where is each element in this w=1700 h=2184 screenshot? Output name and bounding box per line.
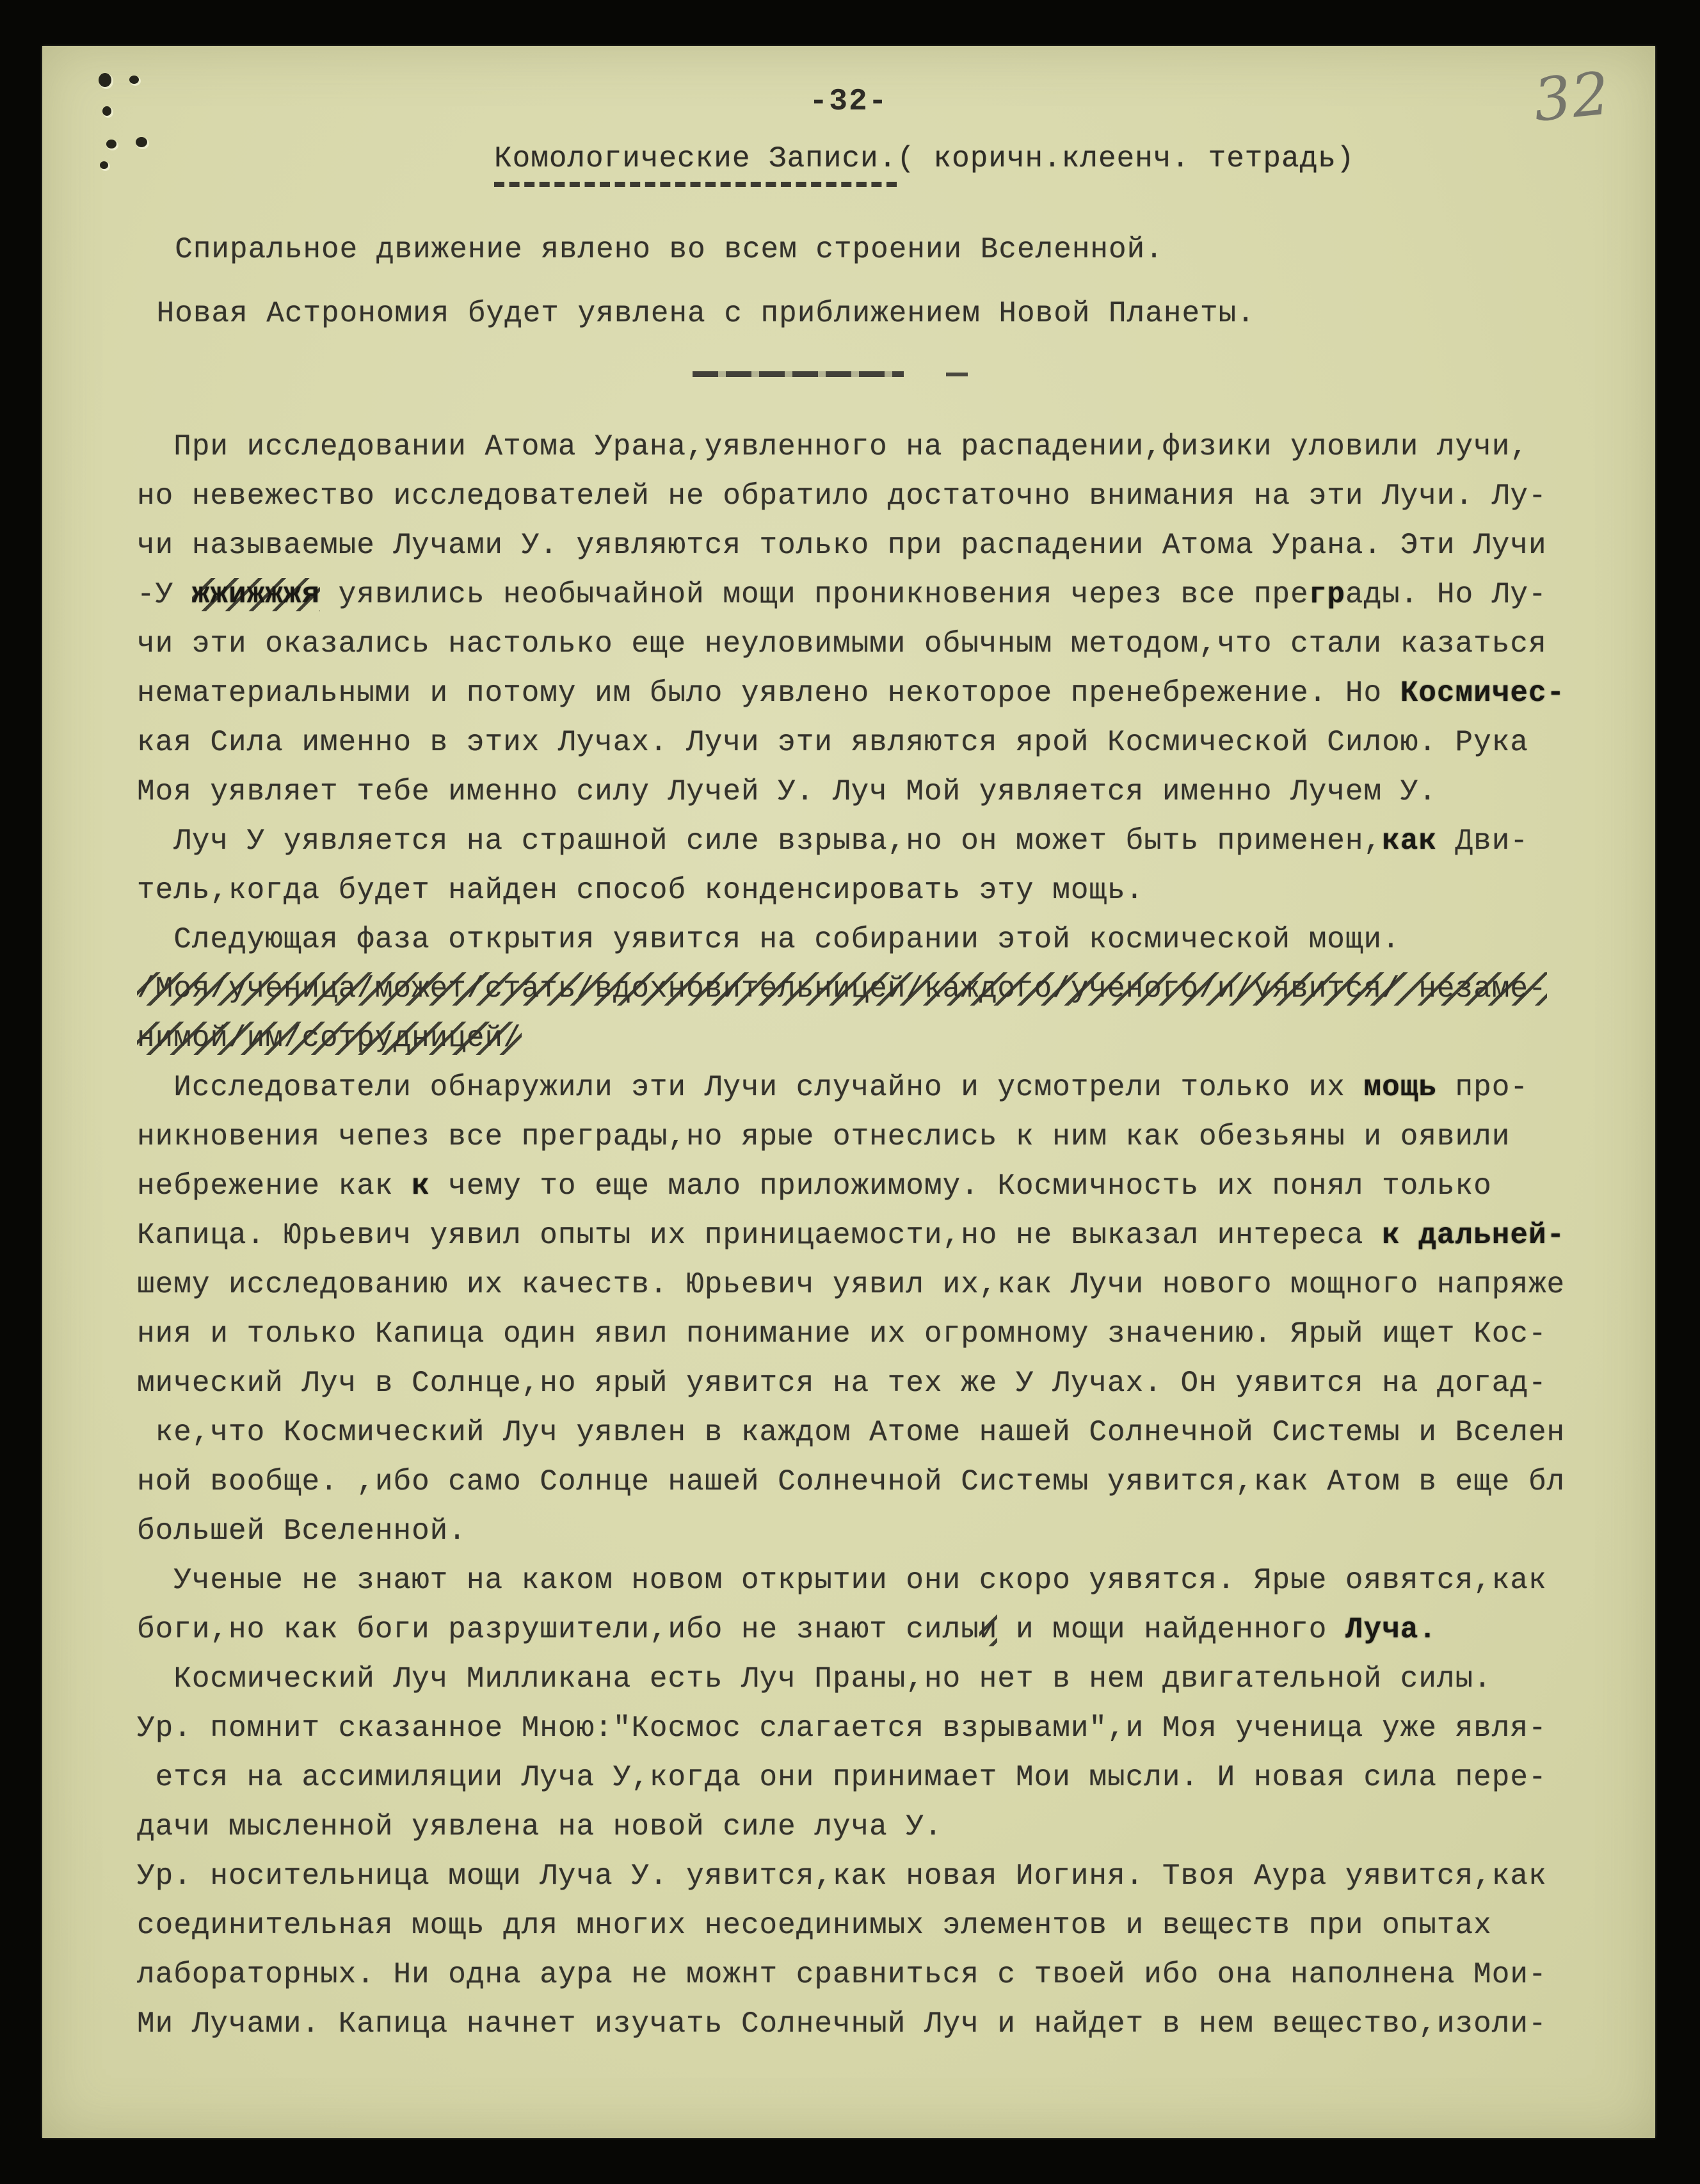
ink-mark <box>106 140 116 149</box>
typed-text: Капица. Юрьевич уявил опыты их приницаемости,но не выказал интереса <box>137 1219 1383 1252</box>
typed-text: Космичес- <box>1400 677 1566 710</box>
typed-text: Дви- <box>1436 824 1528 858</box>
typed-text: к дальней- <box>1382 1219 1566 1252</box>
text-line <box>137 915 1565 965</box>
text-line <box>137 422 1565 472</box>
text-line <box>137 1605 1565 1655</box>
typed-text: тель,когда будет найден способ конденсировать эту мощь. <box>137 874 1144 907</box>
typed-text: боги,но как боги разрушители,ибо не знают силы <box>137 1613 979 1646</box>
typed-text: -У <box>137 578 192 611</box>
typed-text: и мощи найденного <box>997 1613 1345 1646</box>
typed-text: чи эти оказались настолько еще неуловимыми обычным методом,что стали казаться <box>137 627 1547 661</box>
typed-text: мический Луч в Солнце,но ярый уявится на тех же У Лучах. Он уявится на догад- <box>137 1367 1547 1400</box>
text-line <box>137 1408 1565 1457</box>
struck-out-text: и <box>979 1613 998 1646</box>
text-line <box>137 472 1565 521</box>
typed-text: нематериальными и потому им было уявлено некоторое пренебрежение. Но <box>137 677 1400 710</box>
text-line <box>137 1310 1565 1359</box>
typed-text: как <box>1382 824 1437 858</box>
typed-text: небрежение как <box>137 1169 412 1203</box>
typed-text: ной вообще. ,ибо само Солнце нашей Солнечной Системы уявится,как Атом в еще бл <box>137 1465 1566 1498</box>
text-line <box>137 1014 1565 1063</box>
paper-sheet <box>42 46 1655 2138</box>
text-line <box>137 965 1565 1014</box>
text-line <box>137 1704 1565 1753</box>
document-body <box>137 422 1565 2049</box>
text-line <box>137 620 1565 669</box>
document-title <box>494 142 1354 175</box>
text-line <box>137 570 1565 620</box>
text-line <box>137 817 1565 866</box>
text-line <box>137 1457 1565 1507</box>
typed-text: При исследовании Атома Урана,уявленного на распадении,физики уловили лучи, <box>137 430 1528 463</box>
text-line <box>137 866 1565 915</box>
struck-out-text: жжижжжя <box>191 578 321 611</box>
typed-text: чи называемые Лучами У. уявляются только при распадении Атома Урана. Эти Лучи <box>137 529 1547 562</box>
ink-mark <box>129 76 139 84</box>
text-line <box>137 1063 1565 1112</box>
typed-text: соединительная мощь для многих несоединимых элементов и веществ при опытах <box>137 1909 1492 1942</box>
ink-mark <box>136 137 147 147</box>
typed-text: к <box>412 1169 430 1203</box>
text-line <box>137 1803 1565 1852</box>
title-annotation: ( коричн.клеенч. тетрадь) <box>897 142 1355 175</box>
text-line <box>137 1507 1565 1556</box>
typed-text: Ур. помнит сказанное Мною:"Космос слагается взрывами",и Моя ученица уже явля- <box>137 1712 1547 1745</box>
text-line <box>137 1211 1565 1260</box>
typed-text: Следующая фаза открытия уявится на собирании этой космической мощи. <box>137 923 1400 956</box>
typed-text: дачи мысленной уявлена на новой силе луча У. <box>137 1810 943 1843</box>
typed-text: кая Сила именно в этих Лучах. Лучи эти являются ярой Космической Силою. Рука <box>137 726 1528 759</box>
typed-text: ке,что Космический Луч уявлен в каждом Атоме нашей Солнечной Системы и Вселен <box>137 1416 1566 1449</box>
text-line <box>137 669 1565 718</box>
typed-text: ния и только Капица один явил понимание их огромному значению. Ярый ищет Кос- <box>137 1317 1547 1351</box>
typed-text: Исследователи обнаружили эти Лучи случайно и усмотрели только их <box>137 1071 1364 1104</box>
epigraph-line: Спиральное движение явлено во всем строении Вселенной. <box>138 233 1164 266</box>
title-text: Комологические Записи. <box>494 142 897 187</box>
text-line <box>137 718 1565 767</box>
struck-out-text: нимой/им/сотрудницей/ <box>137 1022 522 1055</box>
text-line <box>137 1162 1565 1211</box>
handwritten-page-number: 32 <box>1530 59 1614 135</box>
typed-text: шему исследованию их качеств. Юрьевич уявил их,как Лучи нового мощного напряже <box>137 1268 1566 1301</box>
text-line <box>137 1852 1565 1901</box>
typed-text: Моя уявляет тебе именно силу Лучей У. Луч Мой уявляется именно Лучем У. <box>137 775 1437 808</box>
text-line <box>137 521 1565 570</box>
typed-text: ется на ассимиляции Луча У,когда они принимает Мои мысли. И новая сила пере- <box>137 1761 1547 1794</box>
text-line <box>137 1753 1565 1803</box>
text-line <box>137 1359 1565 1408</box>
typed-text: никновения чепез все преграды,но ярые отнеслись к ним как обезьяны и оявили <box>137 1120 1511 1153</box>
typed-text: уявились необычайной мощи проникновения через все пре <box>320 578 1309 611</box>
typed-text: гр <box>1308 578 1345 611</box>
text-line <box>137 1112 1565 1162</box>
typed-text: но невежество исследователей не обратило достаточно внимания на эти Лучи. Лу- <box>137 479 1547 513</box>
epigraph-line: Новая Астрономия будет уявлена с приближением Новой Планеты. <box>138 297 1255 330</box>
text-line <box>137 1260 1565 1310</box>
page-number: -32- <box>809 84 888 119</box>
text-line <box>137 2000 1565 2049</box>
typed-text: ады. Но Лу- <box>1345 578 1547 611</box>
typed-text: большей Вселенной. <box>137 1514 467 1548</box>
typed-text: Ученые не знают на каком новом открытии они скоро уявятся. Ярые оявятся,как <box>137 1564 1547 1597</box>
text-line <box>137 1556 1565 1605</box>
text-line <box>137 1950 1565 2000</box>
text-line <box>137 767 1565 817</box>
typed-text: Луча. <box>1345 1613 1437 1646</box>
typed-text: Луч У уявляется на страшной силе взрыва,но он может быть применен, <box>137 824 1383 858</box>
typed-text: про- <box>1436 1071 1528 1104</box>
section-divider <box>693 371 904 377</box>
typed-text: Космический Луч Милликана есть Луч Праны,но нет в нем двигательной силы. <box>137 1662 1492 1696</box>
text-line <box>137 1901 1565 1950</box>
typed-text: Ур. носительница мощи Луча У. уявится,как новая Иогиня. Твоя Аура уявится,как <box>137 1859 1547 1893</box>
typed-text: чему то еще мало приложимому. Космичность их понял только <box>429 1169 1492 1203</box>
epigraph <box>138 218 1255 346</box>
typed-text: мощь <box>1363 1071 1437 1104</box>
text-line <box>137 1655 1565 1704</box>
typed-text: Ми Лучами. Капица начнет изучать Солнечный Луч и найдет в нем вещество,изоли- <box>137 2007 1547 2041</box>
ink-mark <box>100 161 108 169</box>
typed-text: лабораторных. Ни одна аура не можнт сравниться с твоей ибо она наполнена Мои- <box>137 1958 1547 1991</box>
struck-out-text: /Моя/ученица/может/стать/вдохновительницей/каждого/ученого/и/уявится/ незаме- <box>137 972 1547 1006</box>
